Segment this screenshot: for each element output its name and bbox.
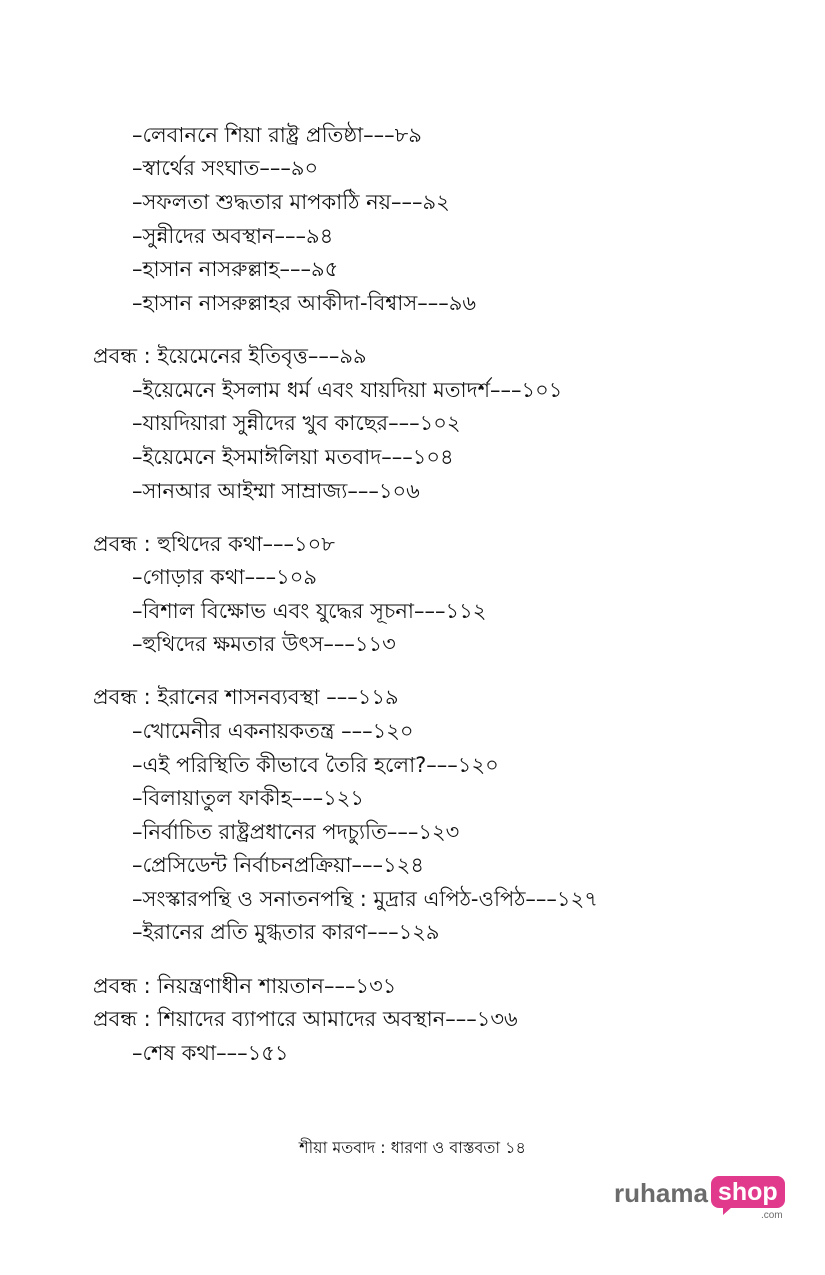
toc-entry: –সানআর আইম্মা সাম্রাজ্য–––১০৬ bbox=[132, 479, 420, 503]
toc-entry: –নির্বাচিত রাষ্ট্রপ্রধানের পদচ্যুতি–––১২৩ bbox=[132, 820, 460, 844]
toc-entry: –লেবাননে শিয়া রাষ্ট্র প্রতিষ্ঠা–––৮৯ bbox=[132, 123, 422, 147]
page-footer: শীয়া মতবাদ : ধারণা ও বাস্তবতা ১৪ bbox=[299, 1138, 526, 1157]
ruhamashop-logo bbox=[614, 1176, 785, 1221]
toc-entry: –গোড়ার কথা–––১০৯ bbox=[132, 565, 317, 589]
toc-entry: –স্বার্থের সংঘাত–––৯০ bbox=[132, 156, 319, 180]
toc-section-heading: প্রবন্ধ : শিয়াদের ব্যাপারে আমাদের অবস্থান–––১৩৬ bbox=[93, 1007, 518, 1031]
logo-badge bbox=[711, 1176, 785, 1221]
speech-tail-icon bbox=[723, 1207, 732, 1215]
logo-wordmark: ruhama bbox=[614, 1178, 708, 1208]
toc-entry: –বিলায়াতুল ফাকীহ–––১২১ bbox=[132, 786, 365, 810]
toc-entry: –হুথিদের ক্ষমতার উৎস–––১১৩ bbox=[132, 632, 396, 656]
toc-entry: –সফলতা শুদ্ধতার মাপকাঠি নয়–––৯২ bbox=[132, 190, 450, 214]
toc-entry: –এই পরিস্থিতি কীভাবে তৈরি হলো?–––১২০ bbox=[132, 753, 499, 777]
toc-entry: –প্রেসিডেন্ট নির্বাচনপ্রক্রিয়া–––১২৪ bbox=[132, 853, 424, 877]
toc-entry: –ইয়েমেনে ইসমাঈলিয়া মতবাদ–––১০৪ bbox=[132, 445, 454, 469]
toc-entry: –ইরানের প্রতি মুগ্ধতার কারণ–––১২৯ bbox=[132, 920, 440, 944]
toc-entry: –বিশাল বিক্ষোভ এবং যুদ্ধের সূচনা–––১১২ bbox=[132, 599, 487, 623]
toc-entry: –যায়দিয়ারা সুন্নীদের খুব কাছের–––১০২ bbox=[132, 411, 461, 435]
logo-badge-text: shop bbox=[717, 1178, 778, 1206]
toc-section-heading: প্রবন্ধ : নিয়ন্ত্রণাধীন শায়তান–––১৩১ bbox=[93, 974, 397, 998]
logo-domain-suffix: .com bbox=[760, 1210, 783, 1221]
toc-entry: –হাসান নাসরুল্লাহ–––৯৫ bbox=[132, 257, 339, 281]
toc-entry: –হাসান নাসরুল্লাহর আকীদা-বিশ্বাস–––৯৬ bbox=[132, 291, 477, 315]
toc-entry: –সংস্কারপন্থি ও সনাতনপন্থি : মুদ্রার এপিঠ-ওপিঠ–––১২৭ bbox=[132, 887, 598, 911]
toc-section-heading: প্রবন্ধ : ইরানের শাসনব্যবস্থা –––১১৯ bbox=[93, 685, 399, 709]
toc-entry: –ইয়েমেনে ইসলাম ধর্ম এবং যায়দিয়া মতাদর্শ–––১০১ bbox=[132, 378, 563, 402]
toc-entry: –খোমেনীর একনায়কতন্ত্র –––১২০ bbox=[132, 719, 414, 743]
toc-section-heading: প্রবন্ধ : ইয়েমেনের ইতিবৃত্ত–––৯৯ bbox=[93, 344, 367, 368]
toc-entry: –শেষ কথা–––১৫১ bbox=[132, 1041, 289, 1065]
toc-section-heading: প্রবন্ধ : হুথিদের কথা–––১০৮ bbox=[93, 532, 335, 556]
toc-entry: –সুন্নীদের অবস্থান–––৯৪ bbox=[132, 224, 334, 248]
